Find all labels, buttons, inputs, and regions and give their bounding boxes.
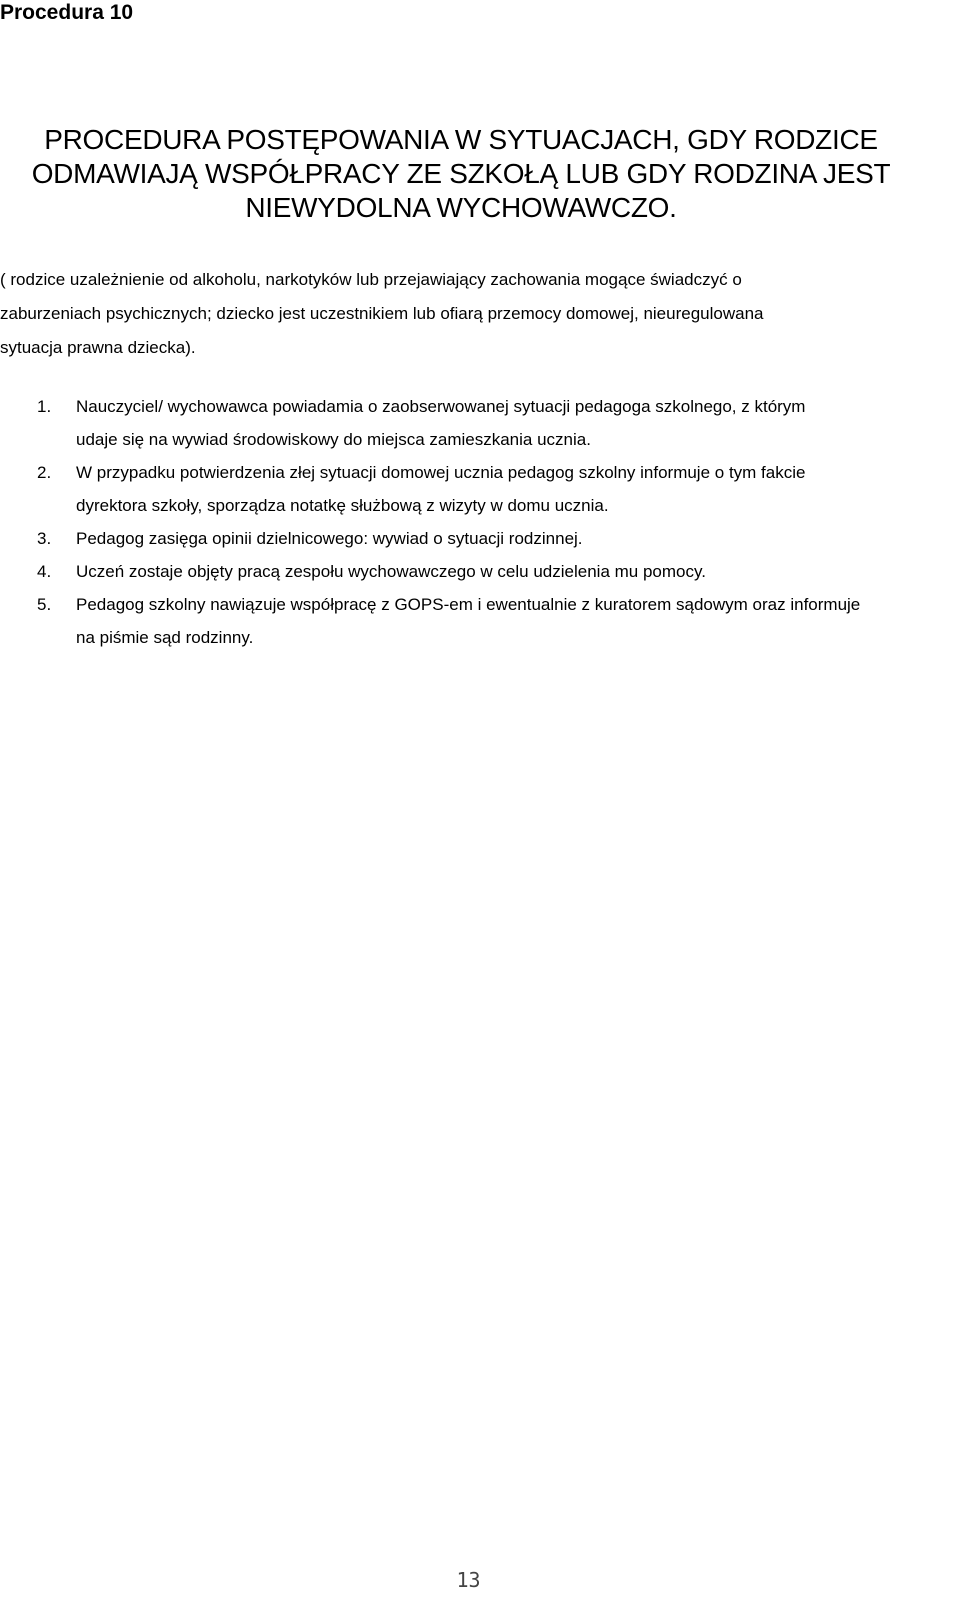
title-line: PROCEDURA POSTĘPOWANIA W SYTUACJACH, GDY RODZICE xyxy=(44,124,878,155)
step-text-line: Uczeń zostaje objęty pracą zespołu wychowawczego w celu udzielenia mu pomocy. xyxy=(76,562,706,581)
step-number: 1. xyxy=(37,397,52,416)
intro-line: zaburzeniach psychicznych; dziecko jest uczestnikiem lub ofiarą przemocy domowej, nieuregulowana xyxy=(0,304,764,323)
step-number: 4. xyxy=(37,562,52,581)
procedure-label: Procedura 10 xyxy=(0,1,134,24)
title-line: ODMAWIAJĄ WSPÓŁPRACY ZE SZKOŁĄ LUB GDY RODZINA JEST xyxy=(31,158,891,189)
procedure-steps-list xyxy=(0,390,960,654)
step-text-line: Pedagog zasięga opinii dzielnicowego: wywiad o sytuacji rodzinnej. xyxy=(76,529,583,548)
step-item xyxy=(0,588,960,654)
step-item xyxy=(0,456,960,522)
step-text-line: Nauczyciel/ wychowawca powiadamia o zaobserwowanej sytuacji pedagoga szkolnego, z którym xyxy=(76,397,806,416)
title-line: NIEWYDOLNA WYCHOWAWCZO. xyxy=(245,192,677,223)
step-item xyxy=(0,555,960,588)
step-text-line: na piśmie sąd rodzinny. xyxy=(76,628,254,647)
intro-line: sytuacja prawna dziecka). xyxy=(0,338,196,357)
step-item xyxy=(0,390,960,456)
step-number: 3. xyxy=(37,529,52,548)
intro-paragraph xyxy=(0,263,920,365)
step-text-line: dyrektora szkoły, sporządza notatkę służbową z wizyty w domu ucznia. xyxy=(76,496,609,515)
page-number: 13 xyxy=(456,1568,481,1592)
step-number: 2. xyxy=(37,463,52,482)
step-text-line: udaje się na wywiad środowiskowy do miejsca zamieszkania ucznia. xyxy=(76,430,591,449)
intro-line: ( rodzice uzależnienie od alkoholu, narkotyków lub przejawiający zachowania mogące świadczyć o xyxy=(0,270,742,289)
step-number: 5. xyxy=(37,595,52,614)
step-item xyxy=(0,522,960,555)
step-text-line: Pedagog szkolny nawiązuje współpracę z GOPS-em i ewentualnie z kuratorem sądowym oraz informuje xyxy=(76,595,861,614)
step-text-line: W przypadku potwierdzenia złej sytuacji domowej ucznia pedagog szkolny informuje o tym fakcie xyxy=(76,463,806,482)
document-title xyxy=(0,123,922,225)
